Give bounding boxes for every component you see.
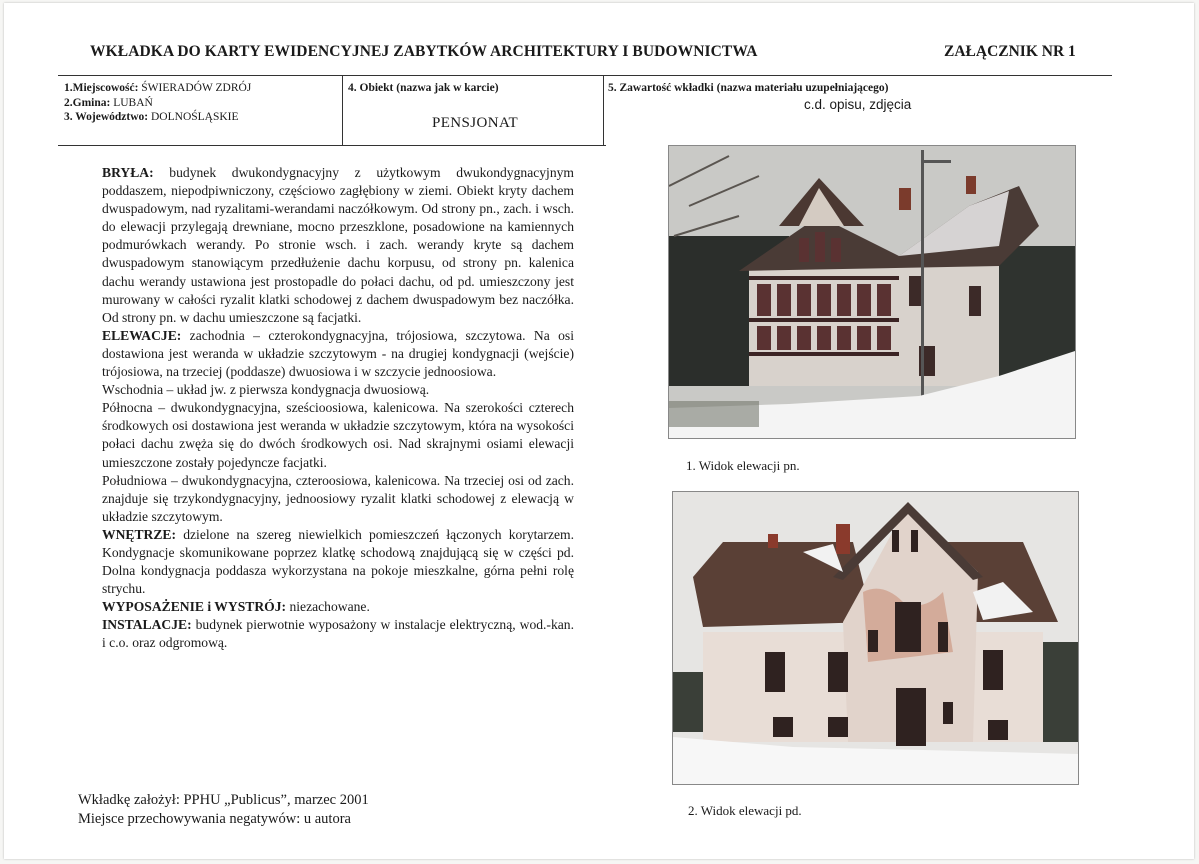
desc-paragraph: ELEWACJE: zachodnia – czterokondygnacyjna, trójosiowa, szczytowa. Na osi dostawiona jest weranda w układzie szczytowym - na drugiej kondygnacji (wejście) trójosiowa, na trzeciej (poddasze) dwuosiowa i w szczycie jednoosiowa. xyxy=(102,327,574,380)
photo-north-elevation xyxy=(668,145,1076,439)
desc-paragraph: INSTALACJE: budynek pierwotnie wyposażony w instalacje elektryczną, wod.-kan. i c.o. oraz odgromową. xyxy=(102,617,574,651)
gmina-value: LUBAŃ xyxy=(113,96,153,109)
desc-paragraph: Południowa – dwukondygnacyjna, czteroosiowa, kalenicowa. Na trzeciej osi od zach. znajduje się trzykondygnacyjny, jednoosiowy ryzalit klatki schodowej z elewacją w układzie szczytowym. xyxy=(102,472,574,524)
desc-paragraph: BRYŁA: budynek dwukondygnacyjny z użytkowym dwukondygnacyjnym poddaszem, niepodpiwniczony, częściowo zagłębiony w ziemi. Obiekt kryty dachem dwuspadowym, nad ryzalitami-werandami naczółkowym. Od strony pn., zach. i wsch. do elewacji przylegają drewniane, mocno przeszklone, posadowione na kamiennych podmurówkach werandy. Po stronie wsch. i zach. werandy kryte są dachem dwuspadowym stanowiącym przedłużenie dachu korpusu, od strony pn. kalenica dachu werandy ustawiona jest prostopadle do połaci dachu, od pd. umieszczony jest murowany w całości ryzalit klatki schodowej z dachem dwuspadowym bez naczółka. Od strony pn. w dachu umieszczone są facjatki. xyxy=(102,165,574,325)
desc-paragraph: WYPOSAŻENIE i WYSTRÓJ: niezachowane. xyxy=(102,599,370,615)
voivodeship-value: DOLNOŚLĄSKIE xyxy=(151,111,239,123)
photo-south-elevation xyxy=(672,491,1079,785)
desc-paragraph: WNĘTRZE: dzielone na szereg niewielkich pomieszczeń łączonych korytarzem. Kondygnacje skomunikowane poprzez klatkę schodową znajdującą się w części pd. Dolna kondygnacja poddasza wykorzystana na pokoje mieszkalne, górna pełni rolę strychu. xyxy=(102,526,574,597)
object-label: 4. Obiekt (nazwa jak w karcie) xyxy=(348,82,499,94)
footer-info xyxy=(78,791,369,829)
table-top-rule xyxy=(58,75,1112,76)
content-value: c.d. opisu, zdjęcia xyxy=(804,97,912,112)
desc-paragraph: Wschodnia – układ jw. z pierwsza kondygnacja dwuosiową. xyxy=(102,382,430,398)
description-text xyxy=(102,164,574,653)
table-bottom-rule xyxy=(58,145,606,146)
annex-number: ZAŁĄCZNIK NR 1 xyxy=(944,43,1076,60)
desc-paragraph: Północna – dwukondygnacyjna, sześcioosiowa, kalenicowa. Na szerokości czterech środkowych osi dostawiona jest weranda w układzie szczytowym, która na wysokości połaci dachu zwęża się do dwóch środkowych osi. Nad skrajnymi osiami elewacji umieszczone zostały pojedyncze facjatki. xyxy=(102,400,574,470)
record-sheet xyxy=(4,3,1194,859)
place-label: 1.Miejscowość: xyxy=(64,82,139,94)
location-box xyxy=(64,81,251,125)
negatives-location: Miejsce przechowywania negatywów: u autora xyxy=(78,811,351,827)
photo-caption-1: 1. Widok elewacji pn. xyxy=(686,458,800,473)
place-value: ŚWIERADÓW ZDRÓJ xyxy=(141,82,252,94)
table-divider-2 xyxy=(603,75,604,146)
created-by: Wkładkę założył: PPHU „Publicus”, marzec 2001 xyxy=(78,792,369,808)
content-label: 5. Zawartość wkładki (nazwa materiału uzupełniającego) xyxy=(608,82,889,94)
photo-caption-2: 2. Widok elewacji pd. xyxy=(688,803,802,818)
table-divider-1 xyxy=(342,75,343,146)
object-value: PENSJONAT xyxy=(432,115,519,131)
voivodeship-label: 3. Województwo: xyxy=(64,111,149,123)
gmina-label: 2.Gmina: xyxy=(64,96,111,109)
document-title: WKŁADKA DO KARTY EWIDENCYJNEJ ZABYTKÓW ARCHITEKTURY I BUDOWNICTWA xyxy=(90,43,758,60)
